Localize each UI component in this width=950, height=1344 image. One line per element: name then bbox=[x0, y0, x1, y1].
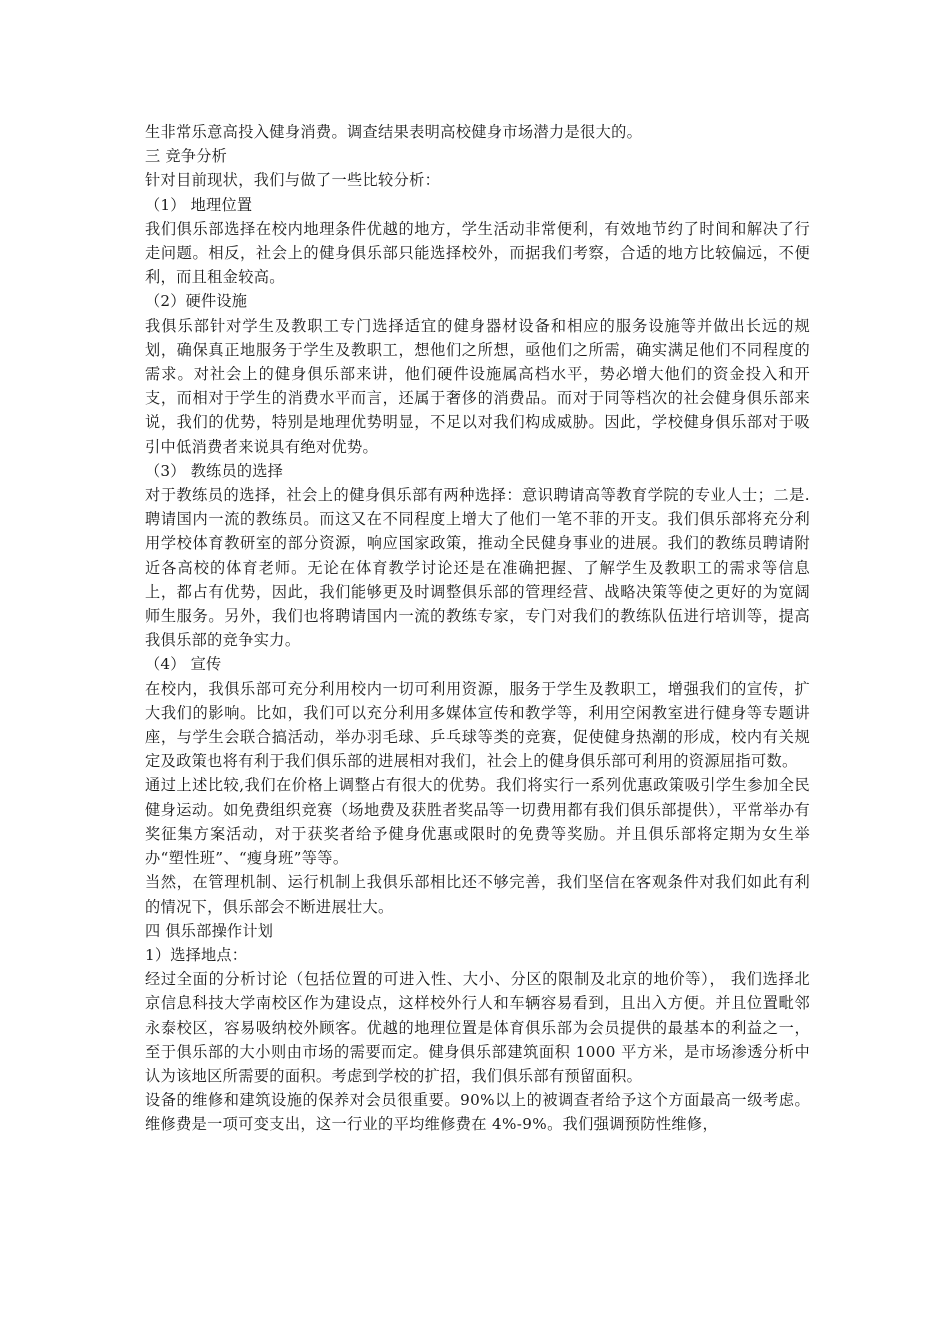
body-paragraph: 生非常乐意高投入健身消费。调查结果表明高校健身市场潜力是很大的。 bbox=[145, 123, 643, 141]
document-body bbox=[145, 120, 810, 1137]
section-heading-competition: 三 竞争分析 bbox=[145, 147, 227, 166]
subheading-coaches: （3） 教练员的选择 bbox=[145, 461, 283, 480]
body-paragraph: 当然，在管理机制、运行机制上我俱乐部相比还不够完善，我们坚信在客观条件对我们如此有利的情况下，俱乐部会不断进展壮大。 bbox=[145, 873, 810, 916]
body-paragraph: 我俱乐部针对学生及教职工专门选择适宜的健身器材设备和相应的服务设施等并做出长远的规划，确保真正地服务于学生及教职工，想他们之所想，亟他们之所需，确实满足他们不同程度的需求。对社会上的健身俱乐部来讲，他们硬件设施属高档水平，势必增大他们的资金投入和开支，而相对于学生的消费水平而言，还属于奢侈的消费品。而对于同等档次的社会健身俱乐部来说，我们的优势，特别是地理优势明显，不足以对我们构成威胁。因此，学校健身俱乐部对于吸引中低消费者来说具有绝对优势。 bbox=[145, 316, 810, 456]
body-paragraph: 经过全面的分析讨论（包括位置的可进入性、大小、分区的限制及北京的地价等）， 我们选择北京信息科技大学南校区作为建设点，这样校外行人和车辆容易看到，且出入方便。并且位置毗邻永泰校区，容易吸纳校外顾客。优越的地理位置是体育俱乐部为会员提供的最基本的利益之一，至于俱乐部的大小则由市场的需要而定。健身俱乐部建筑面积 1000 平方米，是市场渗透分析中认为该地区所需要的面积。考虑到学校的扩招，我们俱乐部有预留面积。 bbox=[145, 970, 810, 1085]
subheading-location: （1） 地理位置 bbox=[145, 195, 253, 214]
subheading-site-selection: 1）选择地点： bbox=[145, 945, 248, 964]
subheading-hardware: （2）硬件设施 bbox=[145, 292, 248, 311]
body-paragraph: 我们俱乐部选择在校内地理条件优越的地方，学生活动非常便利，有效地节约了时间和解决了行走问题。相反，社会上的健身俱乐部只能选择校外，而据我们考察，合适的地方比较偏远，不便利，而且租金较高。 bbox=[145, 219, 810, 287]
body-paragraph: 设备的维修和建筑设施的保养对会员很重要。90%以上的被调查者给予这个方面最高一级考虑。维修费是一项可变支出，这一行业的平均维修费在 4%-9%。我们强调预防性维修， bbox=[145, 1091, 810, 1134]
body-paragraph: 通过上述比较,我们在价格上调整占有很大的优势。我们将实行一系列优惠政策吸引学生参加全民健身运动。如免费组织竞赛（场地费及获胜者奖品等一切费用都有我们俱乐部提供），平常举办有奖征集方案活动，对于获奖者给予健身优惠或限时的免费等奖励。并且俱乐部将定期为女生举办“塑性班”、“瘦身班”等等。 bbox=[145, 776, 810, 868]
body-paragraph: 在校内，我俱乐部可充分利用校内一切可利用资源，服务于学生及教职工，增强我们的宣传，扩大我们的影响。比如，我们可以充分利用多媒体宣传和教学等，利用空闲教室进行健身等专题讲座，与学生会联合搞活动，举办羽毛球、乒乓球等类的竞赛，促使健身热潮的形成，校内有关规定及政策也将有利于我们俱乐部的进展相对我们，社会上的健身俱乐部可利用的资源屈指可数。 bbox=[145, 679, 810, 771]
body-paragraph: 针对目前现状，我们与做了一些比较分析： bbox=[145, 171, 441, 190]
section-heading-operation-plan: 四 俱乐部操作计划 bbox=[145, 921, 274, 940]
body-paragraph: 对于教练员的选择，社会上的健身俱乐部有两种选择：意识聘请高等教育学院的专业人士；二是.聘请国内一流的教练员。而这又在不同程度上增大了他们一笔不菲的开支。我们俱乐部将充分利用学校体育教研室的部分资源，响应国家政策，推动全民健身事业的进展。我们的教练员聘请附近各高校的体育老师。无论在体育教学讨论还是在准确把握、了解学生及教职工的需求等信息上，都占有优势，因此，我们能够更及时调整俱乐部的管理经营、战略决策等使之更好的为宽阔师生服务。另外，我们也将聘请国内一流的教练专家，专门对我们的教练队伍进行培训等，提高我俱乐部的竞争实力。 bbox=[145, 486, 810, 650]
subheading-promotion: （4） 宣传 bbox=[145, 655, 222, 674]
